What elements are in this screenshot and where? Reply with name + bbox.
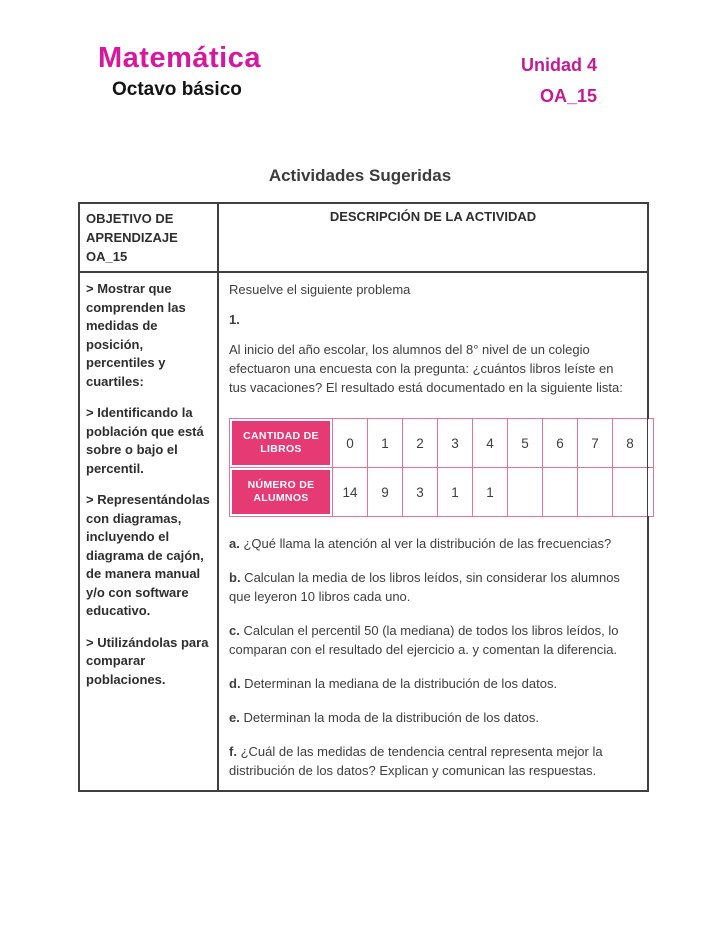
freq-alumnos-cell — [508, 468, 542, 516]
objective-header-cell: OBJETIVO DE APRENDIZAJE OA_15 — [79, 203, 218, 272]
freq-libros-cell: 6 — [543, 419, 577, 467]
activity-item-b — [229, 568, 636, 606]
item-label: a. — [229, 536, 240, 551]
objective-item: > Identificando la población que está sobre o bajo el percentil. — [86, 405, 204, 476]
oa-label: OA_15 — [539, 86, 597, 106]
freq-libros-cell: 4 — [473, 419, 507, 467]
item-text: Determinan la moda de la distribución de los datos. — [239, 710, 540, 725]
objective-item: > Representándolas con diagramas, incluyendo el diagrama de cajón, de manera manual y/o con software educativo. — [86, 492, 210, 618]
item-label: b. — [229, 570, 241, 585]
item-text: ¿Qué llama la atención al ver la distribución de las frecuencias? — [239, 536, 612, 551]
objective-item: > Utilizándolas para comparar poblaciones. — [86, 634, 209, 687]
unit-label: Unidad 4 — [520, 55, 597, 75]
freq-alumnos-cell — [613, 468, 647, 516]
activity-item-e — [229, 708, 636, 727]
freq-row2-header-cell — [230, 468, 332, 516]
brand-title: Matemática — [98, 42, 261, 74]
header-row — [79, 203, 648, 272]
activity-item-c — [229, 621, 636, 659]
freq-alumnos-cell: 1 — [473, 468, 507, 516]
activity-intro: Resuelve el siguiente problema — [229, 282, 411, 297]
freq-libros-cell: 3 — [438, 419, 472, 467]
freq-libros-cell: 5 — [508, 419, 542, 467]
brand-subtitle: Octavo básico — [112, 79, 242, 100]
item-text: Calculan la media de los libros leídos, sin considerar los alumnos que leyeron 10 libros cada uno. — [229, 570, 620, 604]
item-text: Determinan la mediana de la distribución de los datos. — [240, 676, 558, 691]
item-label: c. — [229, 623, 240, 638]
frequency-table — [229, 418, 654, 517]
freq-clipped-cell — [648, 419, 653, 467]
freq-row2-header: NÚMERO DE ALUMNOS — [232, 470, 330, 514]
unit-block — [521, 50, 597, 112]
activity-item-d — [229, 674, 636, 693]
freq-libros-cell: 7 — [578, 419, 612, 467]
body-row — [79, 272, 648, 791]
activity-item-a — [229, 534, 636, 553]
main-table — [78, 202, 649, 792]
activity-cell — [218, 272, 648, 791]
freq-clipped-cell — [648, 468, 653, 516]
item-label: f. — [229, 744, 237, 759]
item-text: ¿Cuál de las medidas de tendencia central representa mejor la distribución de los datos? Explican y comunican las respuestas. — [229, 744, 603, 778]
freq-libros-cell: 8 — [613, 419, 647, 467]
freq-alumnos-cell — [578, 468, 612, 516]
freq-alumnos-cell — [543, 468, 577, 516]
freq-alumnos-cell: 9 — [368, 468, 402, 516]
freq-alumnos-cell: 3 — [403, 468, 437, 516]
objective-item: > Mostrar que comprenden las medidas de posición, percentiles y cuartiles: — [86, 281, 186, 389]
item-label: e. — [229, 710, 240, 725]
activity-number: 1. — [229, 312, 240, 327]
freq-alumnos-cell: 14 — [333, 468, 367, 516]
activity-item-f — [229, 742, 636, 780]
freq-libros-cell: 2 — [403, 419, 437, 467]
freq-row1-header: CANTIDAD DE LIBROS — [232, 421, 330, 465]
freq-libros-cell: 1 — [368, 419, 402, 467]
item-text: Calculan el percentil 50 (la mediana) de todos los libros leídos, lo comparan con el resultado del ejercicio a. y comentan la diferencia. — [229, 623, 619, 657]
objectives-cell — [79, 272, 218, 791]
freq-libros-cell: 0 — [333, 419, 367, 467]
item-label: d. — [229, 676, 241, 691]
description-header-cell: DESCRIPCIÓN DE LA ACTIVIDAD — [218, 203, 648, 272]
freq-row1-header-cell — [230, 419, 332, 467]
freq-alumnos-cell: 1 — [438, 468, 472, 516]
section-title: Actividades Sugeridas — [268, 166, 452, 185]
activity-problem: Al inicio del año escolar, los alumnos del 8° nivel de un colegio efectuaron una encuesta con la pregunta: ¿cuántos libros leíste en tus vacaciones? El resultado está documentado en la siguiente lista: — [229, 342, 623, 395]
